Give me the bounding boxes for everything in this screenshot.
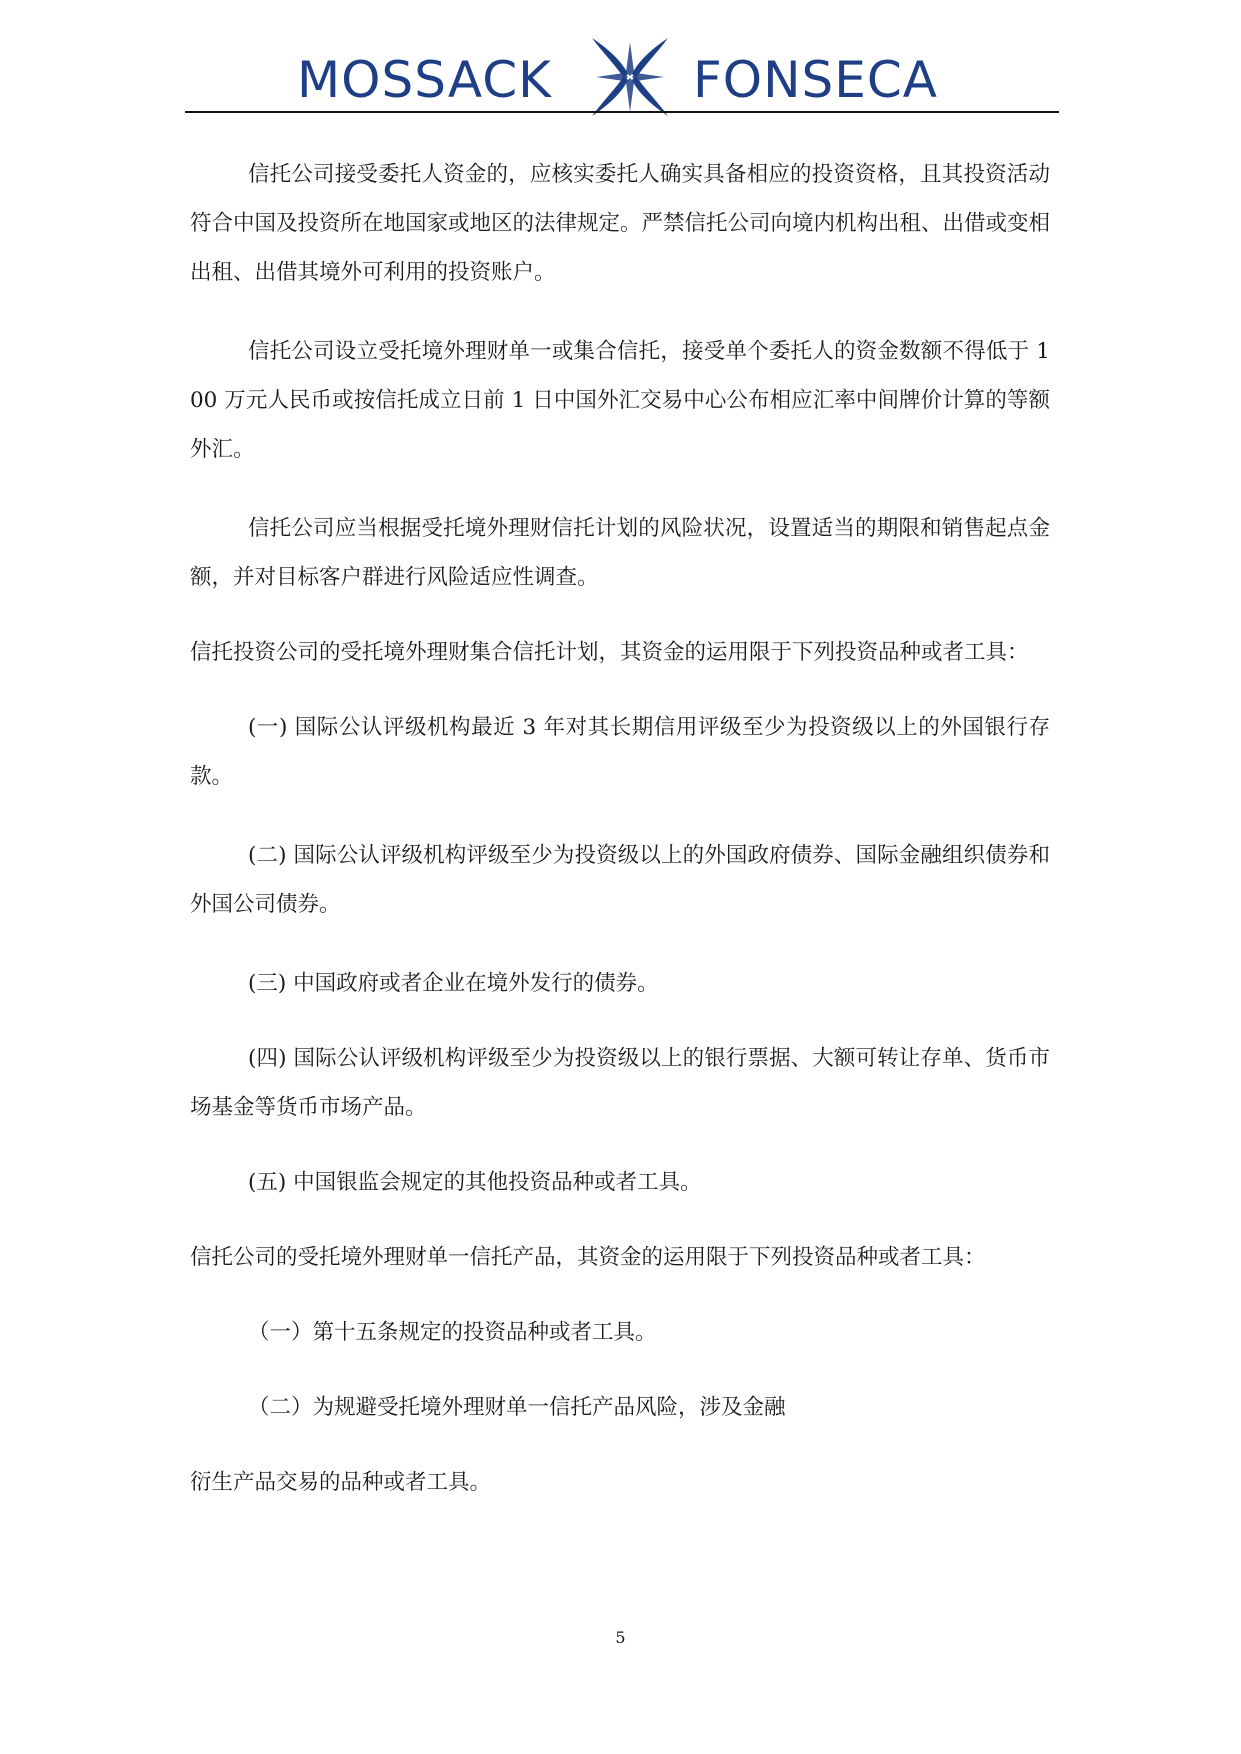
list-item: (五) 中国银监会规定的其他投资品种或者工具。 xyxy=(248,1170,702,1195)
list-item: (一) 国际公认评级机构最近 3 年对其长期信用评级至少为投资级以上的外国银行存款。 xyxy=(190,715,1050,789)
page-number: 5 xyxy=(615,1628,626,1647)
company-logo xyxy=(0,36,1241,116)
list-item: (四) 国际公认评级机构评级至少为投资级以上的银行票据、大额可转让存单、货币市场基金等货币市场产品。 xyxy=(190,1046,1050,1120)
paragraph: 信托公司设立受托境外理财单一或集合信托，接受单个委托人的资金数额不得低于 100 万元人民币或按信托成立日前 1 日中国外汇交易中心公布相应汇率中间牌价计算的等额外汇。 xyxy=(190,339,1050,462)
page-header xyxy=(0,0,1241,116)
paragraph: 信托公司应当根据受托境外理财信托计划的风险状况，设置适当的期限和销售起点金额，并对目标客户群进行风险适应性调查。 xyxy=(190,516,1050,590)
list-item: （一）第十五条规定的投资品种或者工具。 xyxy=(248,1320,657,1345)
list-item: (三) 中国政府或者企业在境外发行的债券。 xyxy=(248,971,659,996)
list-item: （二）为规避受托境外理财单一信托产品风险，涉及金融 xyxy=(248,1395,786,1420)
logo-text-right: FONSECA xyxy=(693,51,938,109)
paragraph: 信托投资公司的受托境外理财集合信托计划，其资金的运用限于下列投资品种或者工具： xyxy=(190,640,1029,665)
paragraph: 衍生产品交易的品种或者工具。 xyxy=(190,1470,492,1495)
header-divider xyxy=(185,111,1059,113)
document-body xyxy=(190,150,1050,1507)
logo-text-left: MOSSACK xyxy=(297,51,552,109)
logo-cross-icon xyxy=(588,36,672,118)
list-item: (二) 国际公认评级机构评级至少为投资级以上的外国政府债券、国际金融组织债券和外国公司债券。 xyxy=(190,843,1050,917)
paragraph: 信托公司接受委托人资金的，应核实委托人确实具备相应的投资资格，且其投资活动符合中国及投资所在地国家或地区的法律规定。严禁信托公司向境内机构出租、出借或变相出租、出借其境外可利用的投资账户。 xyxy=(190,162,1051,285)
paragraph: 信托公司的受托境外理财单一信托产品，其资金的运用限于下列投资品种或者工具： xyxy=(190,1245,986,1270)
